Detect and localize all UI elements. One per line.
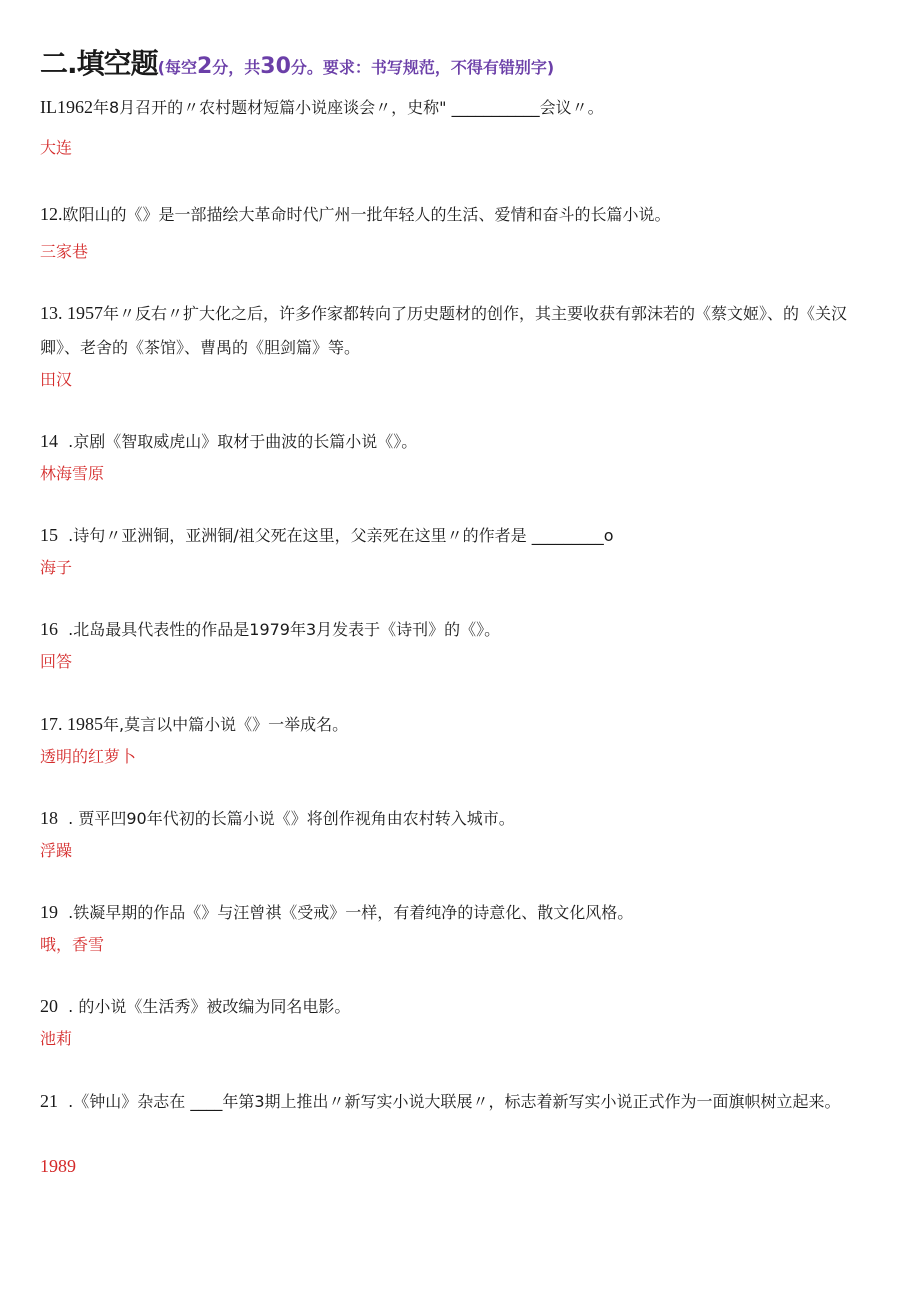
question-13: 13. 1957年〃反右〃扩大化之后，许多作家都转向了历史题材的创作，其主要收获有郭沫若的《蔡文姬》、的《关汉卿》、老舍的《茶馆》、曹禺的《胆剑篇》等。 xyxy=(40,303,848,357)
answer-15: 海子 xyxy=(40,558,73,577)
question-14: 14 .京剧《智取威虎山》取材于曲波的长篇小说《》。 xyxy=(40,431,418,451)
section-title: 二.填空题 xyxy=(40,47,158,80)
answer-16: 回答 xyxy=(40,652,73,671)
question-15: 15 .诗句〃亚洲铜，亚洲铜/祖父死在这里，父亲死在这里〃的作者是 _________o xyxy=(40,525,614,545)
answer-20: 池莉 xyxy=(40,1029,73,1048)
section-heading xyxy=(40,46,554,86)
question-11: IL1962年8月召开的〃农村题材短篇小说座谈会〃，史称" ___________会议〃。 xyxy=(40,97,604,117)
answer-12: 三家巷 xyxy=(40,242,89,261)
answer-18: 浮躁 xyxy=(40,841,73,860)
answer-21: 1989 xyxy=(40,1156,76,1176)
answer-13: 田汉 xyxy=(40,370,73,389)
answer-11: 大连 xyxy=(40,138,73,157)
section-note: (每空2分，共30分。要求：书写规范，不得有错别字) xyxy=(157,54,555,79)
answer-17: 透明的红萝卜 xyxy=(40,747,137,766)
question-21: 21 .《钟山》杂志在 ____年第3期上推出〃新写实小说大联展〃，标志着新写实小说正式作为一面旗帜树立起来。 xyxy=(40,1091,841,1111)
question-16: 16 .北岛最具代表性的作品是1979年3月发表于《诗刊》的《》。 xyxy=(40,619,501,639)
question-19: 19 .铁凝早期的作品《》与汪曾祺《受戒》一样，有着纯净的诗意化、散文化风格。 xyxy=(40,902,634,922)
question-17: 17. 1985年,莫言以中篇小说《》一举成名。 xyxy=(40,714,349,734)
answer-14: 林海雪原 xyxy=(40,464,105,483)
question-18: 18 . 贾平凹90年代初的长篇小说《》将创作视角由农村转入城市。 xyxy=(40,808,515,828)
question-12: 12.欧阳山的《》是一部描绘大革命时代广州一批年轻人的生活、爱情和奋斗的长篇小说。 xyxy=(40,204,671,224)
question-20: 20 . 的小说《生活秀》被改编为同名电影。 xyxy=(40,996,351,1016)
answer-19: 哦，香雪 xyxy=(40,935,105,954)
